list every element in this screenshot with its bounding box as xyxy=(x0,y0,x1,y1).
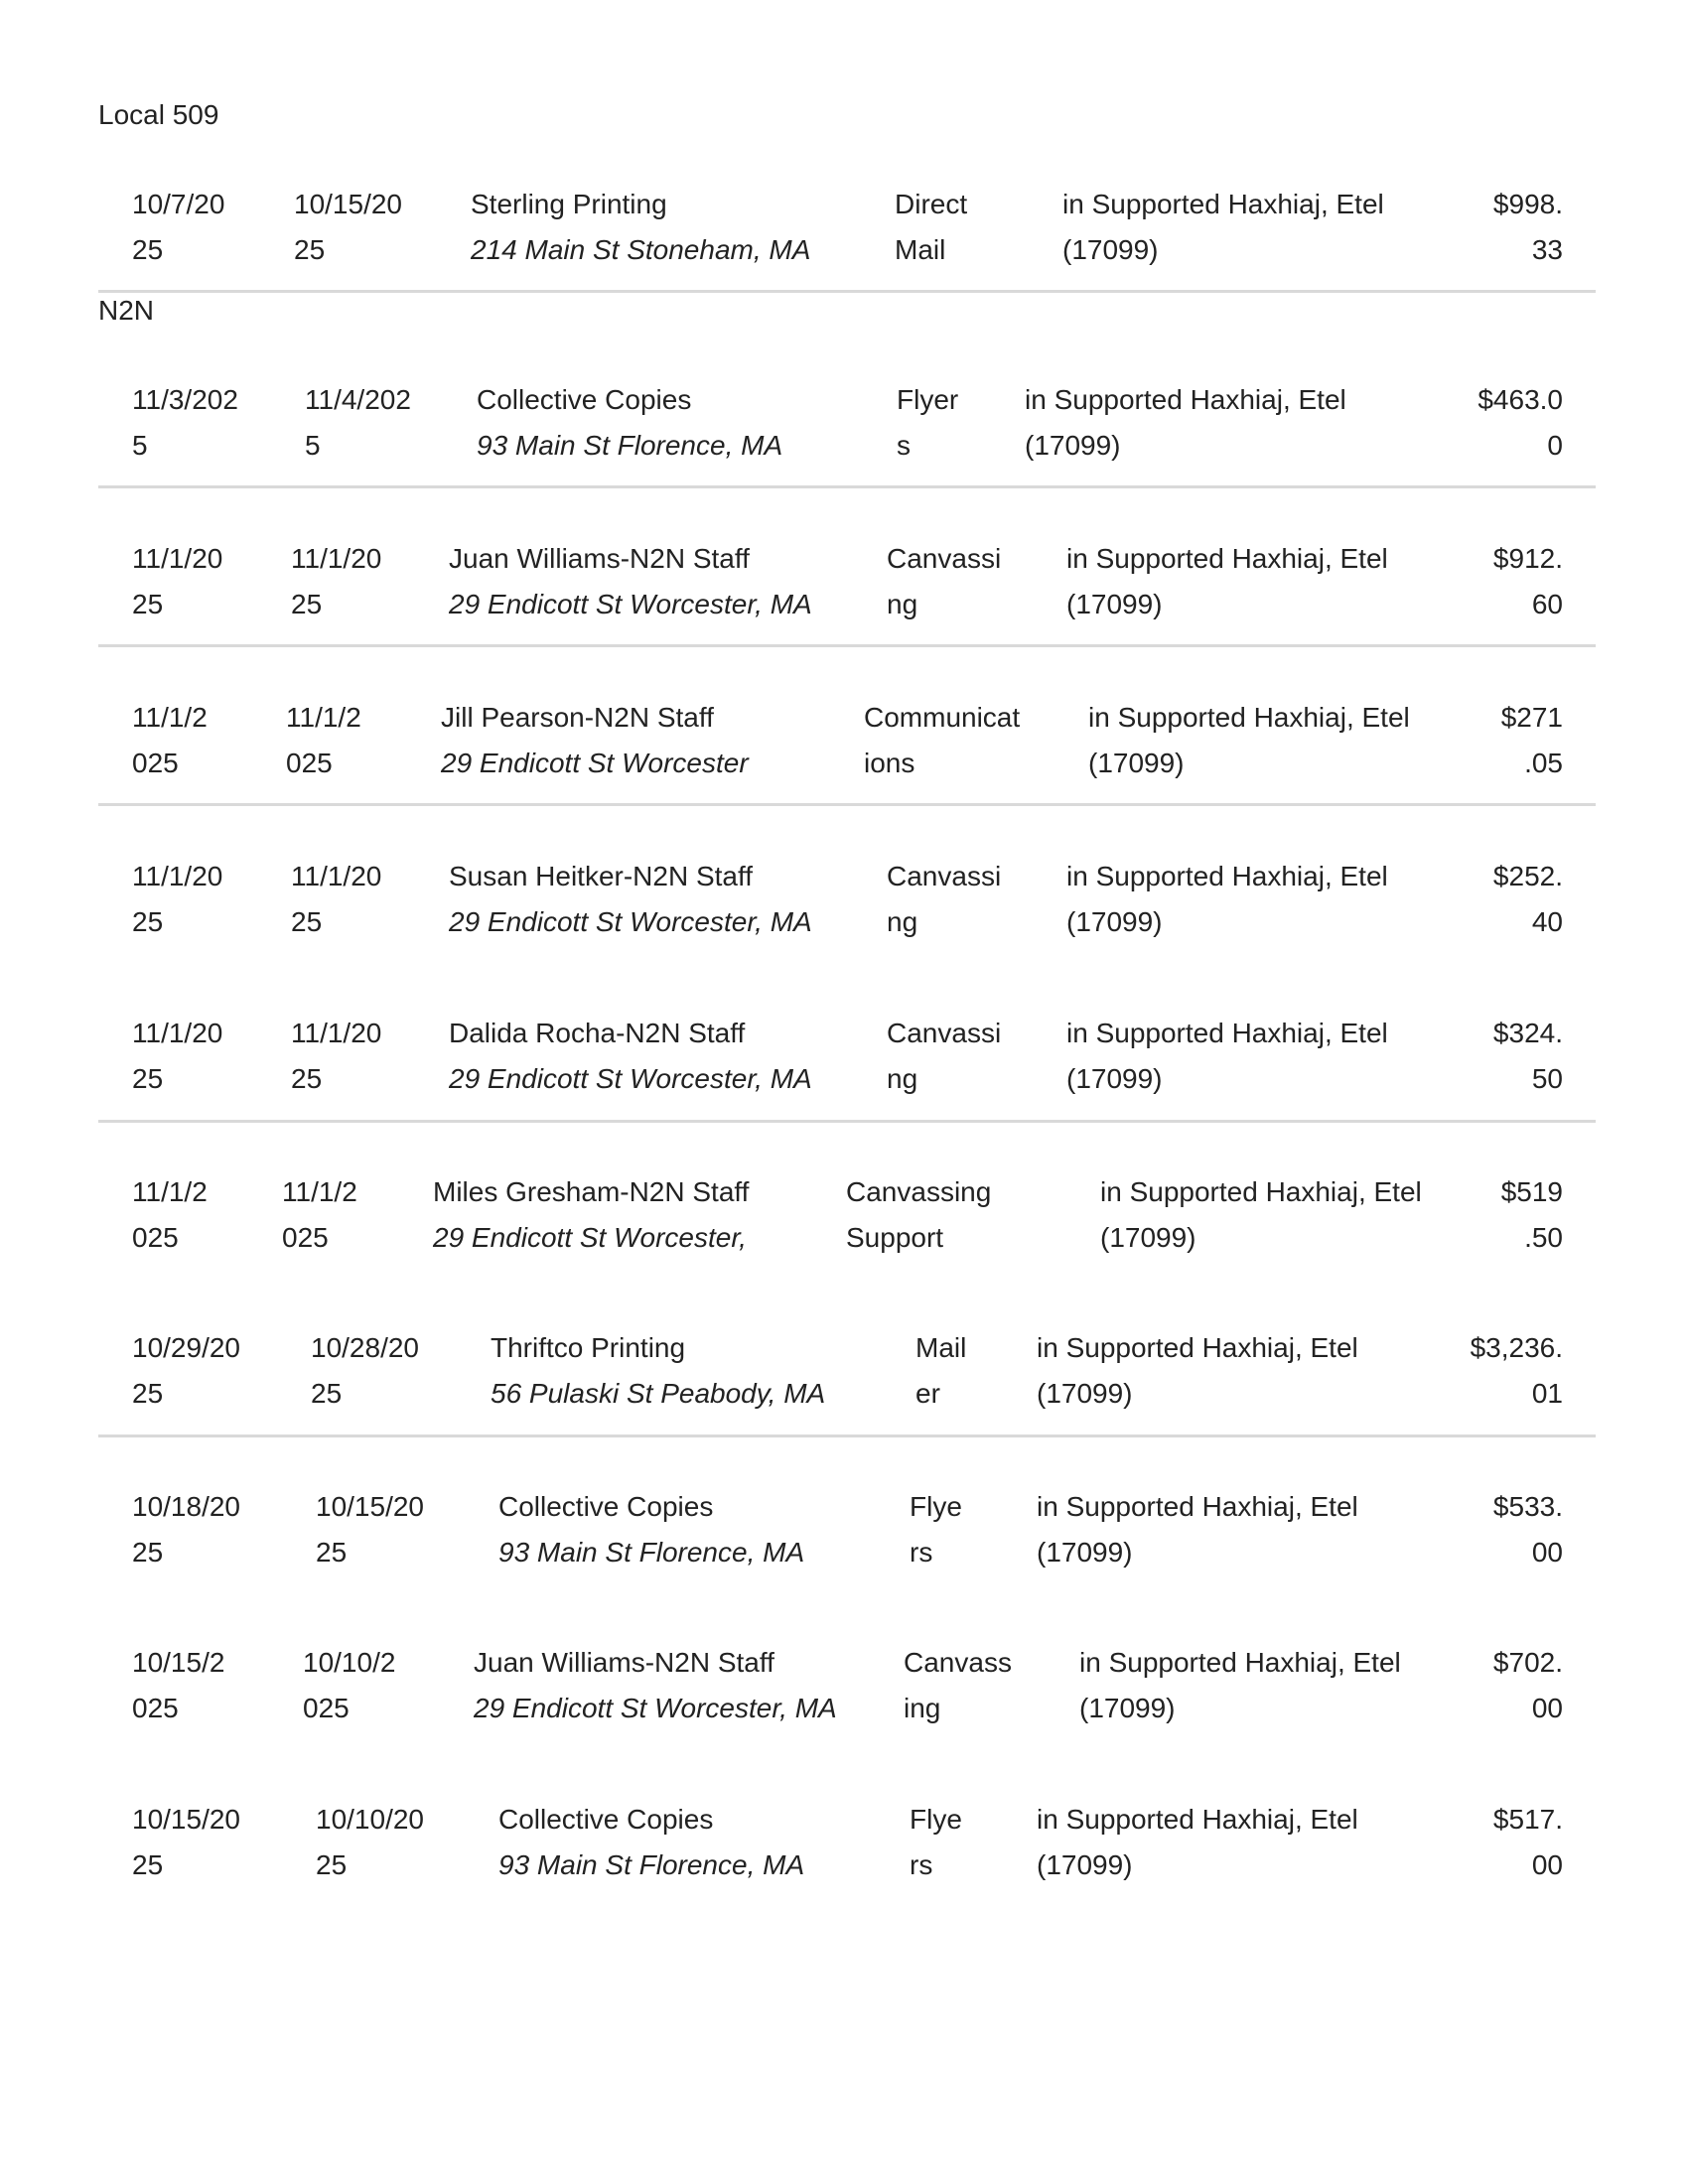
purpose: Mail er xyxy=(915,1332,967,1409)
amount: $912. 60 xyxy=(1492,543,1563,619)
table-row xyxy=(0,854,1688,953)
table-row xyxy=(0,182,1688,281)
table-row xyxy=(0,536,1688,635)
payee-name: Juan Williams-N2N Staff xyxy=(449,543,750,574)
row-divider xyxy=(98,803,1596,806)
support-oppose: in Supported Haxhiaj, Etel (17099) xyxy=(1025,384,1346,461)
date-paid: 10/15/20 25 xyxy=(316,1491,424,1568)
payee-address: 93 Main St Florence, MA xyxy=(498,1849,805,1880)
section-label-n2n: N2N xyxy=(98,295,155,326)
section-label-local-509: Local 509 xyxy=(98,99,219,130)
support-oppose: in Supported Haxhiaj, Etel (17099) xyxy=(1037,1332,1358,1409)
amount: $702. 00 xyxy=(1492,1647,1563,1723)
amount: $517. 00 xyxy=(1492,1804,1563,1880)
payee-address: 93 Main St Florence, MA xyxy=(477,430,783,461)
amount: $463.0 0 xyxy=(1477,384,1563,461)
support-oppose: in Supported Haxhiaj, Etel (17099) xyxy=(1088,702,1410,778)
payee-name: Susan Heitker-N2N Staff xyxy=(449,861,754,891)
table-row xyxy=(0,695,1688,794)
amount: $3,236. 01 xyxy=(1470,1332,1563,1409)
payee-name: Juan Williams-N2N Staff xyxy=(474,1647,774,1678)
date-paid: 11/1/2 025 xyxy=(282,1176,357,1253)
payee-address: 29 Endicott St Worcester, MA xyxy=(449,1063,812,1094)
date-paid: 11/1/2 025 xyxy=(286,702,361,778)
support-oppose: in Supported Haxhiaj, Etel (17099) xyxy=(1066,1018,1388,1094)
payee-address: 29 Endicott St Worcester, xyxy=(433,1222,747,1253)
row-divider xyxy=(98,1120,1596,1123)
table-row xyxy=(0,1169,1688,1269)
purpose: Communicat ions xyxy=(864,702,1021,778)
purpose: Canvassi ng xyxy=(887,1018,1002,1094)
payee-name: Collective Copies xyxy=(498,1491,714,1522)
amount: $998. 33 xyxy=(1492,189,1563,265)
purpose: Flye rs xyxy=(910,1804,962,1880)
amount: $324. 50 xyxy=(1492,1018,1563,1094)
payee-address: 29 Endicott St Worcester, MA xyxy=(449,589,812,619)
date-received: 11/1/20 25 xyxy=(132,1018,223,1094)
payee-name: Thriftco Printing xyxy=(491,1332,686,1363)
payee-address: 29 Endicott St Worcester, MA xyxy=(474,1693,837,1723)
purpose: Canvassi ng xyxy=(887,861,1002,937)
support-oppose: in Supported Haxhiaj, Etel (17099) xyxy=(1066,543,1388,619)
table-row xyxy=(0,1797,1688,1896)
date-paid: 10/10/20 25 xyxy=(316,1804,424,1880)
purpose: Canvass ing xyxy=(904,1647,1012,1723)
date-received: 10/29/20 25 xyxy=(132,1332,240,1409)
row-divider xyxy=(98,644,1596,647)
amount: $519 .50 xyxy=(1500,1176,1563,1253)
payee-address: 93 Main St Florence, MA xyxy=(498,1537,805,1568)
payee-address: 29 Endicott St Worcester, MA xyxy=(449,906,812,937)
table-row xyxy=(0,1011,1688,1110)
date-paid: 11/1/20 25 xyxy=(291,861,382,937)
support-oppose: in Supported Haxhiaj, Etel (17099) xyxy=(1037,1804,1358,1880)
table-row xyxy=(0,1640,1688,1739)
payee-address: 29 Endicott St Worcester xyxy=(441,748,749,778)
payee-name: Jill Pearson-N2N Staff xyxy=(441,702,714,733)
support-oppose: in Supported Haxhiaj, Etel (17099) xyxy=(1100,1176,1422,1253)
amount: $271 .05 xyxy=(1500,702,1563,778)
date-received: 10/15/2 025 xyxy=(132,1647,225,1723)
table-row xyxy=(0,1325,1688,1425)
amount: $533. 00 xyxy=(1492,1491,1563,1568)
purpose: Canvassi ng xyxy=(887,543,1002,619)
date-paid: 10/28/20 25 xyxy=(311,1332,419,1409)
payee-address: 56 Pulaski St Peabody, MA xyxy=(491,1378,826,1409)
payee-address: 214 Main St Stoneham, MA xyxy=(471,234,811,265)
date-paid: 10/10/2 025 xyxy=(303,1647,396,1723)
support-oppose: in Supported Haxhiaj, Etel (17099) xyxy=(1037,1491,1358,1568)
date-received: 11/1/2 025 xyxy=(132,702,208,778)
row-divider xyxy=(98,290,1596,293)
purpose: Flyer s xyxy=(897,384,959,461)
payee-name: Collective Copies xyxy=(477,384,692,415)
support-oppose: in Supported Haxhiaj, Etel (17099) xyxy=(1062,189,1384,265)
date-received: 10/7/20 25 xyxy=(132,189,225,265)
date-received: 11/1/20 25 xyxy=(132,861,223,937)
row-divider xyxy=(98,485,1596,488)
date-paid: 11/4/202 5 xyxy=(305,384,411,461)
date-received: 10/18/20 25 xyxy=(132,1491,240,1568)
purpose: Canvassing Support xyxy=(846,1176,992,1253)
date-paid: 11/1/20 25 xyxy=(291,1018,382,1094)
support-oppose: in Supported Haxhiaj, Etel (17099) xyxy=(1066,861,1388,937)
date-received: 11/1/2 025 xyxy=(132,1176,208,1253)
support-oppose: in Supported Haxhiaj, Etel (17099) xyxy=(1079,1647,1401,1723)
date-paid: 10/15/20 25 xyxy=(294,189,402,265)
row-divider xyxy=(98,1434,1596,1437)
payee-name: Sterling Printing xyxy=(471,189,667,219)
date-paid: 11/1/20 25 xyxy=(291,543,382,619)
payee-name: Collective Copies xyxy=(498,1804,714,1835)
payee-name: Miles Gresham-N2N Staff xyxy=(433,1176,750,1207)
payee-name: Dalida Rocha-N2N Staff xyxy=(449,1018,746,1048)
table-row xyxy=(0,377,1688,477)
amount: $252. 40 xyxy=(1492,861,1563,937)
table-row xyxy=(0,1484,1688,1583)
date-received: 10/15/20 25 xyxy=(132,1804,240,1880)
purpose: Direct Mail xyxy=(895,189,968,265)
purpose: Flye rs xyxy=(910,1491,962,1568)
date-received: 11/1/20 25 xyxy=(132,543,223,619)
date-received: 11/3/202 5 xyxy=(132,384,238,461)
